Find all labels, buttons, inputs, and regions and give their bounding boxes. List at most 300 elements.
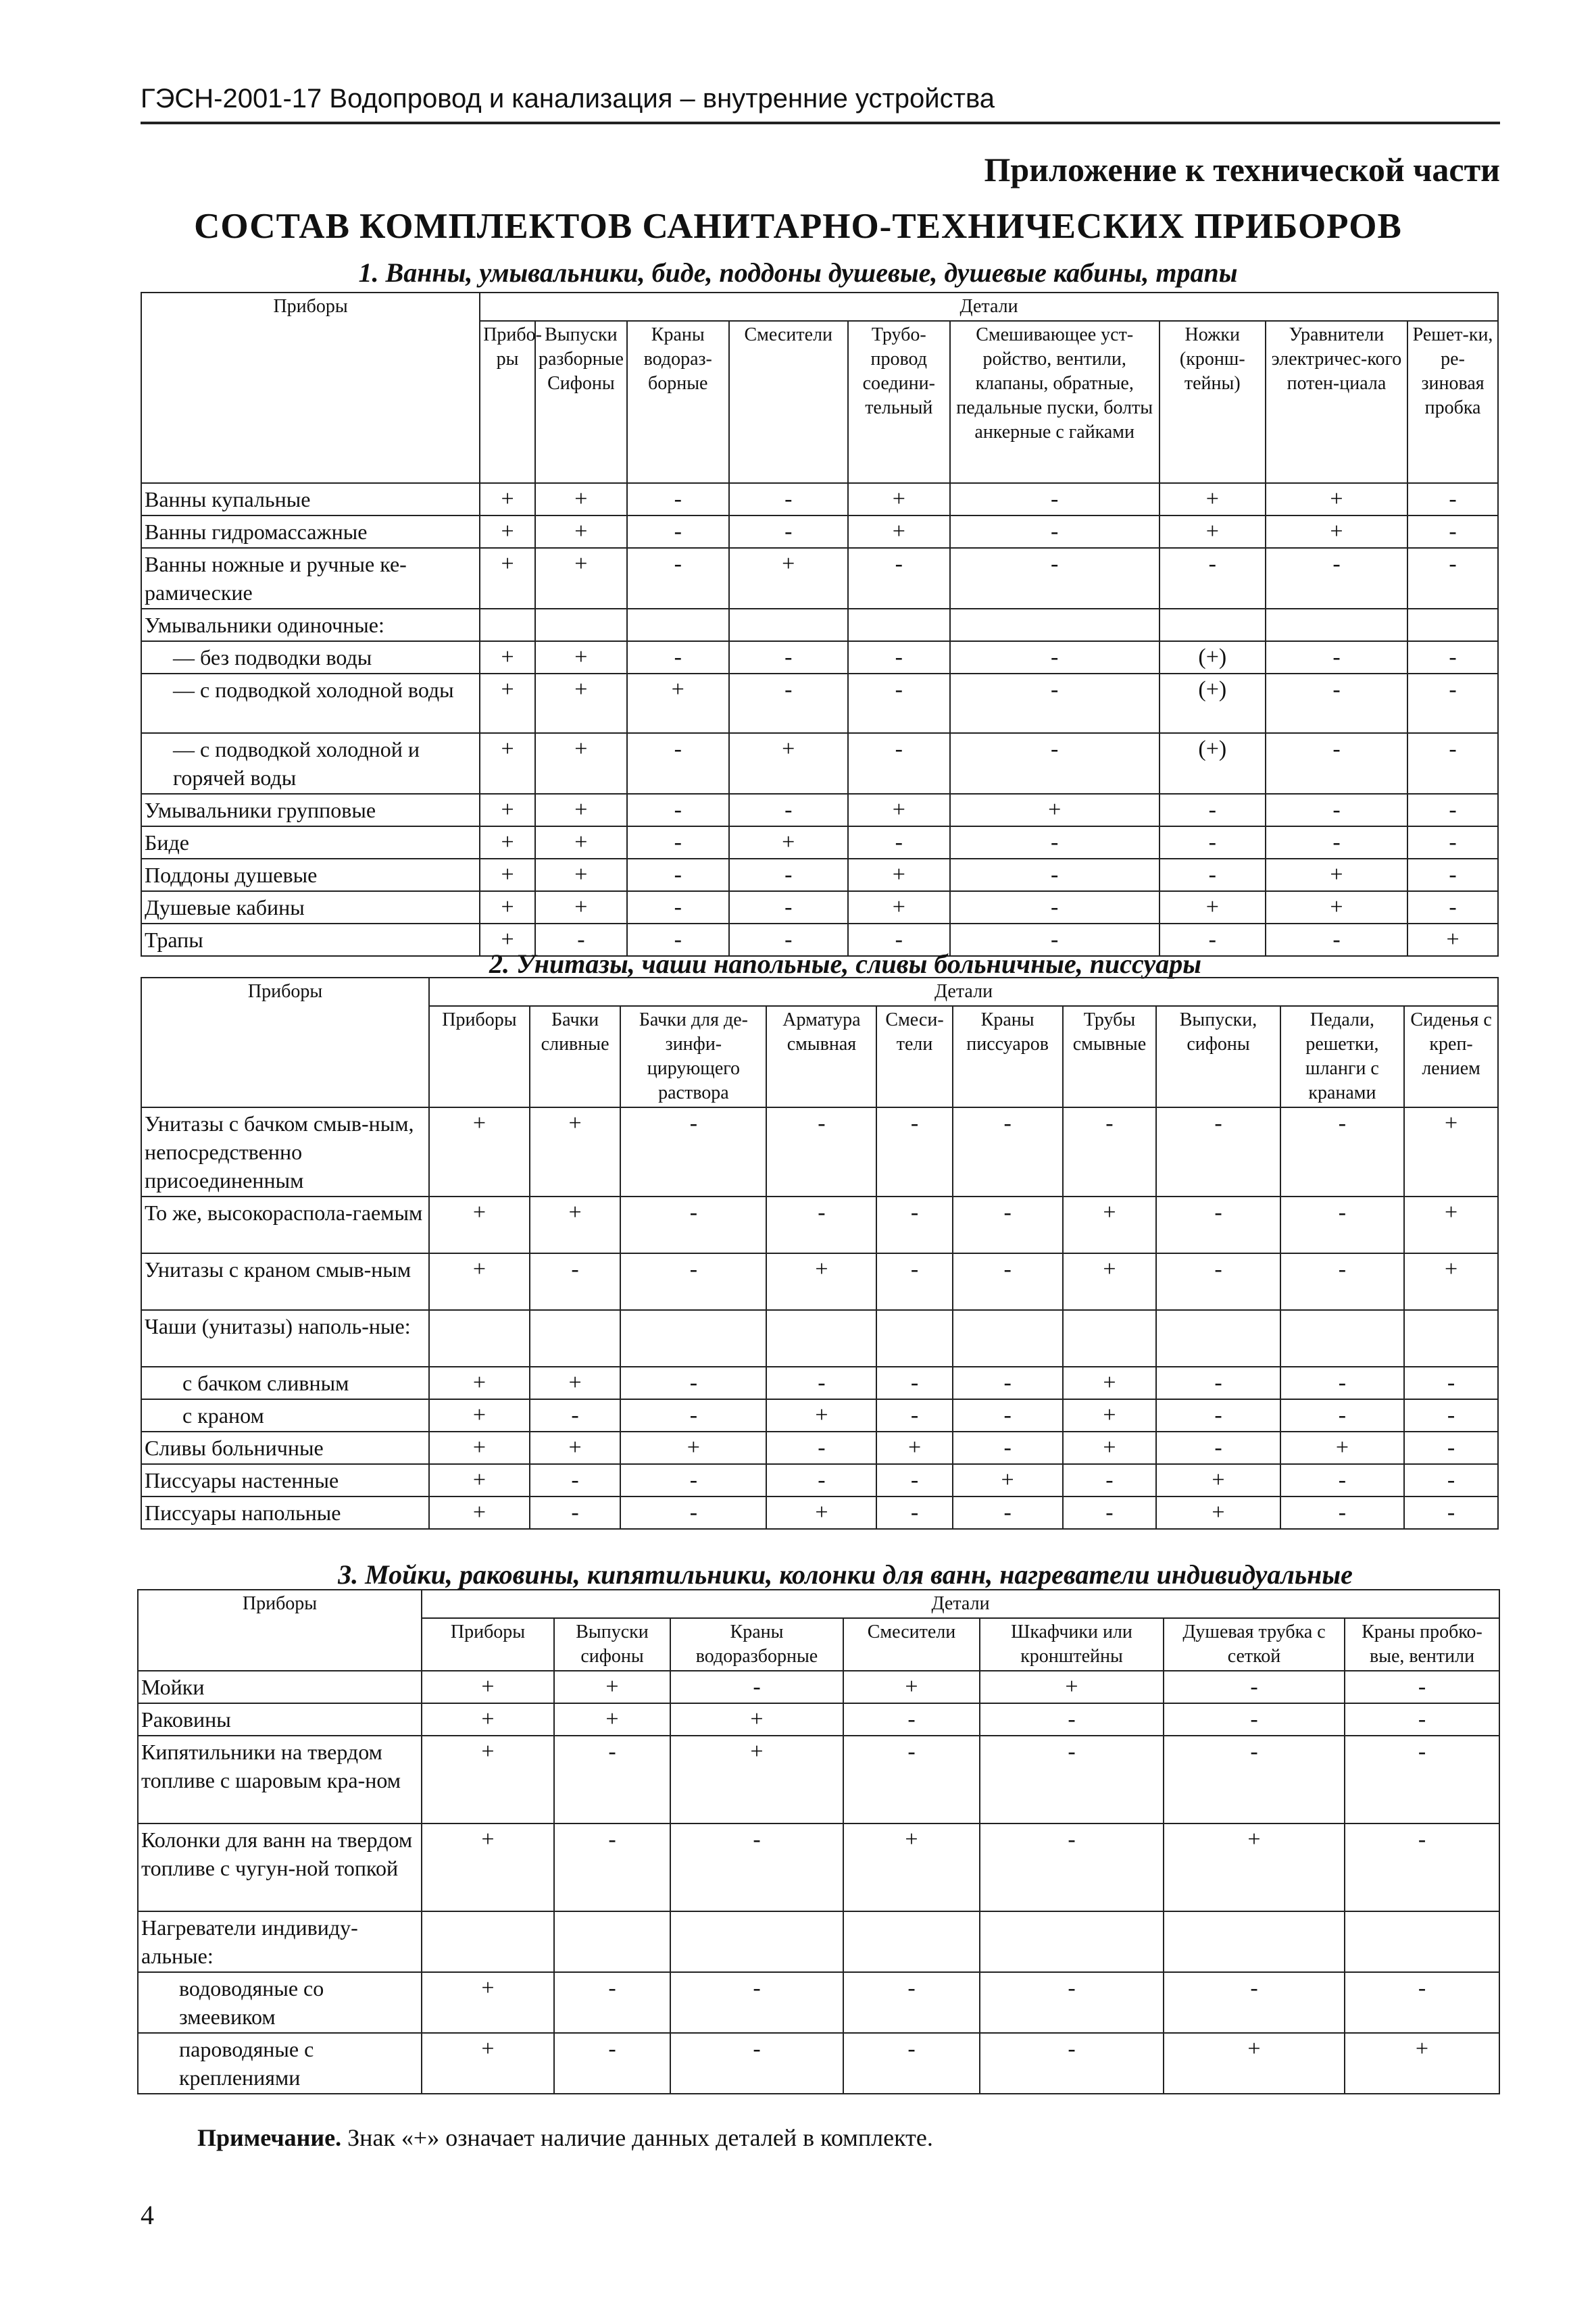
column-header: Шкафчики или кронштейны: [980, 1618, 1164, 1671]
row-mark-cell: -: [1266, 548, 1407, 609]
row-mark-cell: +: [848, 859, 950, 891]
row-mark-cell: +: [950, 794, 1159, 826]
row-mark-cell: -: [1164, 1671, 1345, 1703]
row-mark-cell: -: [1156, 1399, 1280, 1432]
row-mark-cell: +: [1063, 1197, 1157, 1253]
row-mark-cell: -: [876, 1107, 952, 1197]
column-header: Уравнители электричес-кого потен-циала: [1266, 321, 1407, 483]
row-mark-cell: -: [670, 1823, 843, 1911]
row-mark-cell: +: [530, 1107, 621, 1197]
section-1-title: 1. Ванны, умывальники, биде, поддоны душевые, душевые кабины, трапы: [358, 257, 1238, 288]
row-mark-cell: -: [1407, 641, 1498, 674]
row-mark-cell: -: [1280, 1197, 1404, 1253]
table-row: [141, 609, 1498, 641]
row-mark-cell: -: [627, 733, 729, 794]
table-row: [141, 794, 1498, 826]
row-mark-cell: -: [848, 641, 950, 674]
row-mark-cell: -: [530, 1464, 621, 1496]
row-device-name: Раковины: [138, 1703, 422, 1736]
row-device-name: с бачком сливным: [141, 1367, 429, 1399]
column-header: Краны водоразборные: [670, 1618, 843, 1671]
table-row: [141, 1253, 1498, 1310]
row-mark-cell: [554, 1911, 670, 1972]
row-mark-cell: -: [950, 859, 1159, 891]
row-mark-cell: -: [1266, 641, 1407, 674]
row-mark-cell: +: [1164, 2033, 1345, 2094]
row-mark-cell: -: [953, 1107, 1063, 1197]
row-mark-cell: -: [848, 548, 950, 609]
row-mark-cell: -: [729, 483, 848, 515]
row-mark-cell: -: [627, 826, 729, 859]
row-mark-cell: -: [1063, 1496, 1157, 1529]
row-device-name: Трапы: [141, 924, 480, 956]
row-mark-cell: -: [1404, 1432, 1498, 1464]
row-mark-cell: +: [535, 674, 627, 733]
row-mark-cell: -: [1266, 733, 1407, 794]
row-mark-cell: -: [1280, 1464, 1404, 1496]
row-mark-cell: [1156, 1310, 1280, 1367]
row-mark-cell: -: [1407, 674, 1498, 733]
row-mark-cell: -: [843, 1972, 980, 2033]
row-mark-cell: +: [535, 733, 627, 794]
column-header: Ножки (кронш-тейны): [1159, 321, 1266, 483]
row-mark-cell: +: [766, 1399, 876, 1432]
row-mark-cell: -: [1404, 1367, 1498, 1399]
row-mark-cell: +: [480, 794, 535, 826]
footnote: [197, 2123, 933, 2152]
column-header: Краны пробко-вые, вентили: [1345, 1618, 1499, 1671]
row-device-name: Писсуары напольные: [141, 1496, 429, 1529]
row-mark-cell: -: [766, 1464, 876, 1496]
table-row: [141, 826, 1498, 859]
row-mark-cell: -: [950, 483, 1159, 515]
row-device-name: То же, высокораспола-гаемым: [141, 1197, 429, 1253]
row-mark-cell: -: [766, 1432, 876, 1464]
row-mark-cell: -: [766, 1367, 876, 1399]
section-2-table: [141, 977, 1499, 1530]
row-mark-cell: -: [554, 1972, 670, 2033]
row-mark-cell: +: [1156, 1464, 1280, 1496]
row-mark-cell: -: [1280, 1367, 1404, 1399]
row-mark-cell: +: [627, 674, 729, 733]
row-device-name: Ванны гидромассажные: [141, 515, 480, 548]
table-row: [141, 674, 1498, 733]
row-mark-cell: -: [530, 1399, 621, 1432]
row-mark-cell: +: [535, 859, 627, 891]
row-mark-cell: +: [843, 1671, 980, 1703]
row-mark-cell: -: [1159, 924, 1266, 956]
row-device-name: — без подводки воды: [141, 641, 480, 674]
row-mark-cell: -: [953, 1399, 1063, 1432]
row-mark-cell: -: [1345, 1823, 1499, 1911]
row-device-name: пароводяные с креплениями: [138, 2033, 422, 2094]
section-3-title: 3. Мойки, раковины, кипятильники, колонки для ванн, нагреватели индивидуальные: [338, 1559, 1353, 1590]
row-mark-cell: [980, 1911, 1164, 1972]
row-mark-cell: [953, 1310, 1063, 1367]
row-mark-cell: -: [950, 674, 1159, 733]
column-header: Трубо-провод соедини-тельный: [848, 321, 950, 483]
row-mark-cell: -: [766, 1197, 876, 1253]
row-mark-cell: +: [422, 1671, 554, 1703]
column-header: Смесители: [729, 321, 848, 483]
row-mark-cell: +: [480, 859, 535, 891]
row-mark-cell: +: [1404, 1253, 1498, 1310]
row-mark-cell: +: [729, 733, 848, 794]
row-device-name: Умывальники групповые: [141, 794, 480, 826]
table-row: [141, 859, 1498, 891]
row-mark-cell: +: [1156, 1496, 1280, 1529]
row-device-name: водоводяные со змеевиком: [138, 1972, 422, 2033]
col-details-header: Детали: [422, 1590, 1499, 1618]
table-row: [141, 733, 1498, 794]
row-mark-cell: +: [1266, 859, 1407, 891]
row-mark-cell: -: [1407, 483, 1498, 515]
row-mark-cell: -: [627, 924, 729, 956]
row-mark-cell: -: [1345, 1972, 1499, 2033]
col-details-header: Детали: [480, 293, 1498, 321]
column-header: Сиденья с креп-лением: [1404, 1006, 1498, 1107]
column-header: Арматура смывная: [766, 1006, 876, 1107]
row-mark-cell: -: [1156, 1367, 1280, 1399]
row-mark-cell: -: [876, 1367, 952, 1399]
row-mark-cell: (+): [1159, 641, 1266, 674]
column-header: Смешивающее уст-ройство, вентили, клапаны, обратные, педальные пуски, болты анкерные с гайками: [950, 321, 1159, 483]
row-mark-cell: +: [535, 794, 627, 826]
row-mark-cell: -: [1159, 859, 1266, 891]
row-mark-cell: -: [848, 733, 950, 794]
row-mark-cell: -: [766, 1107, 876, 1197]
row-mark-cell: [729, 609, 848, 641]
row-mark-cell: [766, 1310, 876, 1367]
row-mark-cell: +: [1404, 1197, 1498, 1253]
column-header: Выпуски разборные Сифоны: [535, 321, 627, 483]
row-mark-cell: -: [729, 674, 848, 733]
row-mark-cell: +: [535, 826, 627, 859]
row-mark-cell: [530, 1310, 621, 1367]
row-mark-cell: [1407, 609, 1498, 641]
row-mark-cell: -: [950, 891, 1159, 924]
row-mark-cell: -: [1159, 826, 1266, 859]
row-mark-cell: +: [848, 891, 950, 924]
row-mark-cell: -: [876, 1464, 952, 1496]
row-mark-cell: +: [480, 674, 535, 733]
row-mark-cell: -: [620, 1399, 766, 1432]
row-mark-cell: +: [429, 1464, 530, 1496]
row-mark-cell: [627, 609, 729, 641]
row-mark-cell: -: [980, 1972, 1164, 2033]
row-mark-cell: +: [535, 483, 627, 515]
row-mark-cell: -: [848, 674, 950, 733]
row-mark-cell: +: [535, 891, 627, 924]
row-mark-cell: +: [480, 483, 535, 515]
row-mark-cell: [843, 1911, 980, 1972]
row-mark-cell: +: [980, 1671, 1164, 1703]
column-header: Трубы смывные: [1063, 1006, 1157, 1107]
row-mark-cell: [848, 609, 950, 641]
row-mark-cell: -: [729, 924, 848, 956]
row-mark-cell: (+): [1159, 733, 1266, 794]
table-row: [141, 1496, 1498, 1529]
row-mark-cell: [950, 609, 1159, 641]
row-mark-cell: -: [554, 1736, 670, 1823]
row-mark-cell: +: [1266, 515, 1407, 548]
row-mark-cell: +: [429, 1253, 530, 1310]
row-mark-cell: +: [480, 924, 535, 956]
row-mark-cell: -: [670, 2033, 843, 2094]
row-mark-cell: +: [480, 826, 535, 859]
appendix-heading: Приложение к технической части: [984, 151, 1500, 188]
row-mark-cell: -: [1407, 891, 1498, 924]
row-mark-cell: -: [627, 794, 729, 826]
row-mark-cell: -: [620, 1253, 766, 1310]
row-mark-cell: [1345, 1911, 1499, 1972]
row-mark-cell: -: [1404, 1399, 1498, 1432]
row-device-name: — с подводкой холодной и горячей воды: [141, 733, 480, 794]
row-mark-cell: -: [620, 1367, 766, 1399]
row-mark-cell: -: [876, 1253, 952, 1310]
row-mark-cell: +: [535, 548, 627, 609]
row-device-name: с краном: [141, 1399, 429, 1432]
section-1-rows: [141, 483, 1498, 956]
row-mark-cell: -: [1159, 794, 1266, 826]
row-mark-cell: -: [953, 1496, 1063, 1529]
row-mark-cell: -: [1280, 1107, 1404, 1197]
row-mark-cell: -: [953, 1367, 1063, 1399]
row-mark-cell: -: [1063, 1464, 1157, 1496]
row-mark-cell: +: [670, 1703, 843, 1736]
row-mark-cell: -: [627, 483, 729, 515]
table-row: [141, 1464, 1498, 1496]
row-device-name: Унитазы с бачком смыв-ным, непосредственно присоединенным: [141, 1107, 429, 1197]
row-device-name: Колонки для ванн на твердом топливе с чугун-ной топкой: [138, 1823, 422, 1911]
table-row: [141, 483, 1498, 515]
row-mark-cell: +: [429, 1197, 530, 1253]
row-mark-cell: -: [620, 1197, 766, 1253]
row-mark-cell: +: [1404, 1107, 1498, 1197]
row-mark-cell: -: [950, 641, 1159, 674]
column-header: Краны писсуаров: [953, 1006, 1063, 1107]
col-details-header: Детали: [429, 978, 1498, 1006]
row-mark-cell: -: [1164, 1736, 1345, 1823]
row-mark-cell: +: [953, 1464, 1063, 1496]
row-mark-cell: -: [876, 1496, 952, 1529]
row-mark-cell: +: [1407, 924, 1498, 956]
row-mark-cell: -: [1407, 859, 1498, 891]
row-mark-cell: +: [480, 733, 535, 794]
table-row: [138, 1671, 1499, 1703]
row-mark-cell: -: [950, 515, 1159, 548]
row-mark-cell: [429, 1310, 530, 1367]
row-device-name: Нагреватели индивиду-альные:: [138, 1911, 422, 1972]
row-mark-cell: -: [627, 641, 729, 674]
row-mark-cell: [1063, 1310, 1157, 1367]
row-mark-cell: -: [670, 1972, 843, 2033]
row-mark-cell: +: [429, 1367, 530, 1399]
row-mark-cell: [1164, 1911, 1345, 1972]
row-device-name: Ванны купальные: [141, 483, 480, 515]
row-mark-cell: -: [1345, 1736, 1499, 1823]
row-mark-cell: -: [535, 924, 627, 956]
row-device-name: Ванны ножные и ручные ке-рамические: [141, 548, 480, 609]
row-mark-cell: [480, 609, 535, 641]
col-devices-header: Приборы: [138, 1590, 422, 1671]
table-row: [138, 1736, 1499, 1823]
row-mark-cell: +: [1159, 483, 1266, 515]
column-header: Выпуски, сифоны: [1156, 1006, 1280, 1107]
table-row: [141, 1432, 1498, 1464]
row-device-name: Унитазы с краном смыв-ным: [141, 1253, 429, 1310]
column-header: Смесители: [843, 1618, 980, 1671]
row-mark-cell: -: [1345, 1671, 1499, 1703]
table-row: [138, 1911, 1499, 1972]
row-mark-cell: -: [848, 826, 950, 859]
row-mark-cell: -: [1407, 733, 1498, 794]
row-mark-cell: +: [1345, 2033, 1499, 2094]
row-mark-cell: -: [729, 515, 848, 548]
row-mark-cell: +: [1063, 1432, 1157, 1464]
column-header: Душевая трубка с сеткой: [1164, 1618, 1345, 1671]
row-mark-cell: -: [627, 859, 729, 891]
row-mark-cell: +: [1159, 515, 1266, 548]
row-mark-cell: -: [1164, 1703, 1345, 1736]
row-mark-cell: +: [530, 1197, 621, 1253]
row-mark-cell: -: [620, 1496, 766, 1529]
table-row: [141, 1107, 1498, 1197]
page-title: СОСТАВ КОМПЛЕКТОВ САНИТАРНО-ТЕХНИЧЕСКИХ ПРИБОРОВ: [194, 207, 1402, 246]
row-mark-cell: -: [1266, 826, 1407, 859]
row-mark-cell: -: [876, 1197, 952, 1253]
row-mark-cell: -: [1404, 1464, 1498, 1496]
row-mark-cell: -: [1063, 1107, 1157, 1197]
row-mark-cell: -: [953, 1432, 1063, 1464]
row-mark-cell: -: [554, 2033, 670, 2094]
row-mark-cell: -: [1159, 548, 1266, 609]
row-mark-cell: +: [530, 1367, 621, 1399]
row-mark-cell: (+): [1159, 674, 1266, 733]
row-mark-cell: +: [843, 1823, 980, 1911]
row-mark-cell: -: [627, 515, 729, 548]
row-mark-cell: -: [1280, 1399, 1404, 1432]
table-row: [138, 2033, 1499, 2094]
column-header: Педали, решетки, шланги с кранами: [1280, 1006, 1404, 1107]
row-mark-cell: -: [843, 1703, 980, 1736]
row-mark-cell: -: [1156, 1197, 1280, 1253]
row-mark-cell: -: [1266, 674, 1407, 733]
row-mark-cell: -: [980, 1736, 1164, 1823]
table-row: [141, 891, 1498, 924]
table-row: [141, 1399, 1498, 1432]
row-mark-cell: -: [1404, 1496, 1498, 1529]
row-mark-cell: -: [1156, 1107, 1280, 1197]
row-device-name: Чаши (унитазы) наполь-ные:: [141, 1310, 429, 1367]
row-mark-cell: -: [1156, 1253, 1280, 1310]
row-mark-cell: -: [1266, 794, 1407, 826]
row-mark-cell: -: [1280, 1253, 1404, 1310]
table-row: [138, 1823, 1499, 1911]
column-header: Приборы: [422, 1618, 554, 1671]
row-mark-cell: +: [480, 548, 535, 609]
section-2-rows: [141, 1107, 1498, 1529]
row-mark-cell: -: [729, 859, 848, 891]
row-mark-cell: -: [953, 1197, 1063, 1253]
row-mark-cell: -: [950, 924, 1159, 956]
row-mark-cell: -: [620, 1464, 766, 1496]
row-mark-cell: -: [980, 1823, 1164, 1911]
row-mark-cell: +: [729, 826, 848, 859]
table-row: [141, 548, 1498, 609]
row-device-name: — с подводкой холодной воды: [141, 674, 480, 733]
column-header: Выпуски сифоны: [554, 1618, 670, 1671]
row-mark-cell: -: [729, 891, 848, 924]
row-mark-cell: +: [848, 794, 950, 826]
row-mark-cell: +: [1159, 891, 1266, 924]
row-mark-cell: +: [1280, 1432, 1404, 1464]
row-mark-cell: [1266, 609, 1407, 641]
row-mark-cell: +: [429, 1399, 530, 1432]
row-mark-cell: -: [950, 826, 1159, 859]
row-mark-cell: -: [554, 1823, 670, 1911]
column-header: Бачки для де-зинфи-цирующего раствора: [620, 1006, 766, 1107]
row-mark-cell: -: [1407, 794, 1498, 826]
col-devices-header: Приборы: [141, 978, 429, 1107]
row-mark-cell: [1280, 1310, 1404, 1367]
row-mark-cell: +: [766, 1253, 876, 1310]
row-mark-cell: +: [429, 1496, 530, 1529]
row-mark-cell: +: [535, 515, 627, 548]
row-mark-cell: [535, 609, 627, 641]
row-mark-cell: -: [1345, 1703, 1499, 1736]
row-mark-cell: +: [480, 515, 535, 548]
column-header: Бачки сливные: [530, 1006, 621, 1107]
row-device-name: Душевые кабины: [141, 891, 480, 924]
row-mark-cell: -: [620, 1107, 766, 1197]
row-mark-cell: +: [422, 2033, 554, 2094]
row-mark-cell: -: [950, 733, 1159, 794]
row-mark-cell: -: [1156, 1432, 1280, 1464]
table-row: [141, 1197, 1498, 1253]
row-mark-cell: -: [530, 1253, 621, 1310]
row-mark-cell: +: [480, 641, 535, 674]
row-device-name: Мойки: [138, 1671, 422, 1703]
col-devices-header: Приборы: [141, 293, 480, 483]
row-device-name: Писсуары настенные: [141, 1464, 429, 1496]
row-device-name: Поддоны душевые: [141, 859, 480, 891]
row-mark-cell: +: [422, 1703, 554, 1736]
row-mark-cell: +: [535, 641, 627, 674]
row-mark-cell: -: [1164, 1972, 1345, 2033]
row-mark-cell: -: [1407, 548, 1498, 609]
row-mark-cell: +: [429, 1432, 530, 1464]
row-mark-cell: [1159, 609, 1266, 641]
row-mark-cell: +: [729, 548, 848, 609]
row-mark-cell: +: [422, 1972, 554, 2033]
row-mark-cell: +: [848, 483, 950, 515]
row-mark-cell: -: [729, 794, 848, 826]
row-device-name: Биде: [141, 826, 480, 859]
table-row: [138, 1703, 1499, 1736]
row-mark-cell: +: [1063, 1399, 1157, 1432]
table-row: [141, 641, 1498, 674]
row-mark-cell: [876, 1310, 952, 1367]
table-row: [141, 1310, 1498, 1367]
running-header: ГЭСН-2001-17 Водопровод и канализация – внутренние устройства: [141, 82, 1500, 124]
row-device-name: Сливы больничные: [141, 1432, 429, 1464]
row-mark-cell: +: [480, 891, 535, 924]
row-mark-cell: +: [876, 1432, 952, 1464]
row-mark-cell: -: [953, 1253, 1063, 1310]
column-header: Прибо-ры: [480, 321, 535, 483]
row-mark-cell: -: [530, 1496, 621, 1529]
